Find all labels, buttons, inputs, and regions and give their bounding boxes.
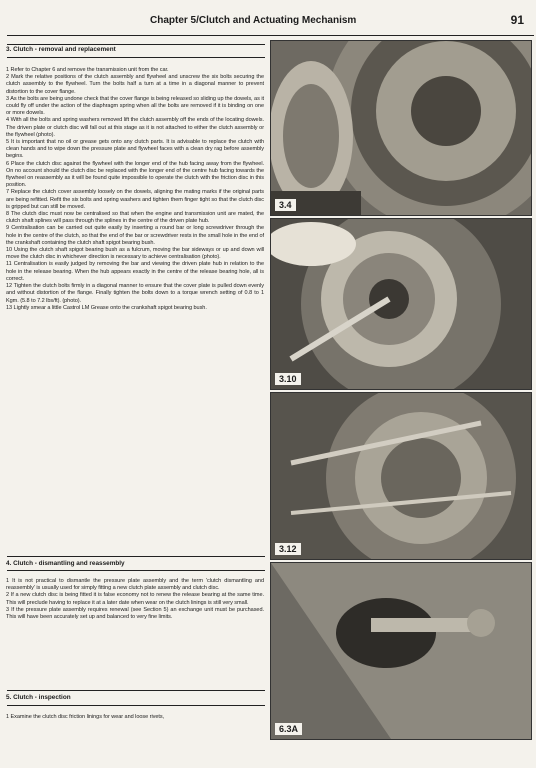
photo-caption: 3.10 [275, 373, 301, 385]
paragraph: 4 With all the bolts and spring washers removed lift the clutch assembly off the ends of the locating dowels. The driven plate or clutch disc will fall out at this stage as it is not attached to either the clutch assembly or the flywheel (photo). [6, 117, 264, 138]
photo-3-12 [270, 392, 532, 560]
paragraph: 7 Replace the clutch cover assembly loosely on the dowels, aligning the mating marks if the original parts are being refitted. Refit the six bolts and spring washers and tighten them finger tight so that the clutch disc is gripped but can still be moved. [6, 189, 264, 210]
paragraph: 1 Refer to Chapter 6 and remove the transmission unit from the car. [6, 67, 169, 73]
paragraph: 6 Place the clutch disc against the flywheel with the longer end of the hub facing away from the flywheel. On no account should the clutch disc be replaced with the longer end of the centre hub facing towards the flywheel on reassembly as it will be found quite impossible to operate the clutch with the friction disc in this position. [6, 160, 264, 189]
photo-6-3a [270, 562, 532, 740]
paragraph: 5 It is important that no oil or grease gets onto any clutch parts. It is advisable to replace the clutch with clean hands and to wipe down the pressure plate and flywheel faces with a clean dry rag before assembly begins. [6, 139, 264, 160]
paragraph: 12 Tighten the clutch bolts firmly in a diagonal manner to ensure that the cover plate is pulled down evenly and without distortion of the flange. Finally tighten the bolts down to a torque wrench setting of 0.8 to 1 Kgm. (5.8 to 7.2 lbs/ft). (photo). [6, 283, 264, 304]
paragraph: 13 Lightly smear a little Castrol LM Grease onto the crankshaft spigot bearing bush. [6, 304, 207, 311]
page-header [0, 0, 536, 36]
photo-caption: 3.4 [275, 199, 296, 211]
section-dismantling [6, 560, 264, 568]
paragraph: 2 Mark the relative positions of the clutch assembly and flywheel and unscrew the six bolts securing the clutch assembly to the flywheel. Turn the bolts half a turn at a time in a diagonal manner to prevent distortion to the cover flange. [6, 74, 264, 95]
section-rule [7, 57, 265, 58]
section-inspection-body [6, 714, 264, 721]
chapter-title: Chapter 5/Clutch and Actuating Mechanism [150, 15, 357, 26]
paragraph: 3 As the bolts are being undone check that the cover flange is being released so sliding up the dowels, as it could fly off under the action of the diaphragm spring when all the bolts are removed if it is binding on one or more dowels. [6, 95, 264, 117]
section-rule [7, 44, 265, 45]
photo-3-10 [270, 218, 532, 390]
section-title: 5. Clutch - inspection [6, 694, 71, 701]
paragraph: 2 If a new clutch disc is being fitted it is false economy not to renew the release bearing at the same time. This will preclude having to replace it at a later date when wear on the clutch linings is still very small. [6, 592, 264, 606]
section-dismantling-body [6, 578, 264, 621]
section-rule [7, 570, 265, 571]
section-removal [6, 46, 264, 54]
clutch-torque-illustration [271, 393, 531, 559]
section-rule [7, 556, 265, 557]
section-removal-body [6, 67, 264, 312]
section-inspection [6, 694, 264, 702]
section-rule [7, 690, 265, 691]
release-bearing-illustration [271, 563, 531, 739]
photo-3-4 [270, 40, 532, 216]
clutch-centralising-illustration [271, 219, 531, 389]
clutch-flywheel-illustration [271, 41, 531, 215]
paragraph: 1 Examine the clutch disc friction linings for wear and loose rivets, [6, 714, 165, 720]
section-title: 4. Clutch - dismantling and reassembly [6, 560, 125, 567]
section-rule [7, 705, 265, 706]
photo-caption: 6.3A [275, 723, 302, 735]
paragraph: 11 Centralisation is easily judged by removing the bar and viewing the driven plate hub in relation to the hole in the release bearing. When the hub appears exactly in the centre of the release bearing hole, all is correct. [6, 261, 264, 282]
photo-caption: 3.12 [275, 543, 301, 555]
paragraph: 3 If the pressure plate assembly requires renewal (see Section 5) an exchange unit must be purchased. This will have been accurately set up and balanced to very fine limits. [6, 606, 264, 621]
paragraph: 10 Using the clutch shaft spigot bearing bush as a fulcrum, moving the bar sideways or up and down will move the clutch disc in whichever direction is necessary to achieve centralisation (photo). [6, 247, 264, 261]
section-title: 3. Clutch - removal and replacement [6, 46, 116, 53]
paragraph: 1 It is not practical to dismantle the pressure plate assembly and the term 'clutch dismantling and reassembly' is usually used for simply fitting a new clutch plate assembly and clutch disc. [6, 578, 264, 592]
paragraph: 8 The clutch disc must now be centralised so that when the engine and transmission unit are mated, the clutch shaft splines will pass through the splines in the centre of the driven plate hub. [6, 211, 264, 225]
paragraph: 9 Centralisation can be carried out quite easily by inserting a round bar or long screwdriver through the hole in the centre of the clutch, so that the end of the bar or screwdriver rests in the small hole in the end of the crankshaft containing the clutch shaft spigot bearing bush. [6, 225, 264, 246]
page-number: 91 [510, 13, 524, 27]
header-rule [7, 35, 534, 36]
